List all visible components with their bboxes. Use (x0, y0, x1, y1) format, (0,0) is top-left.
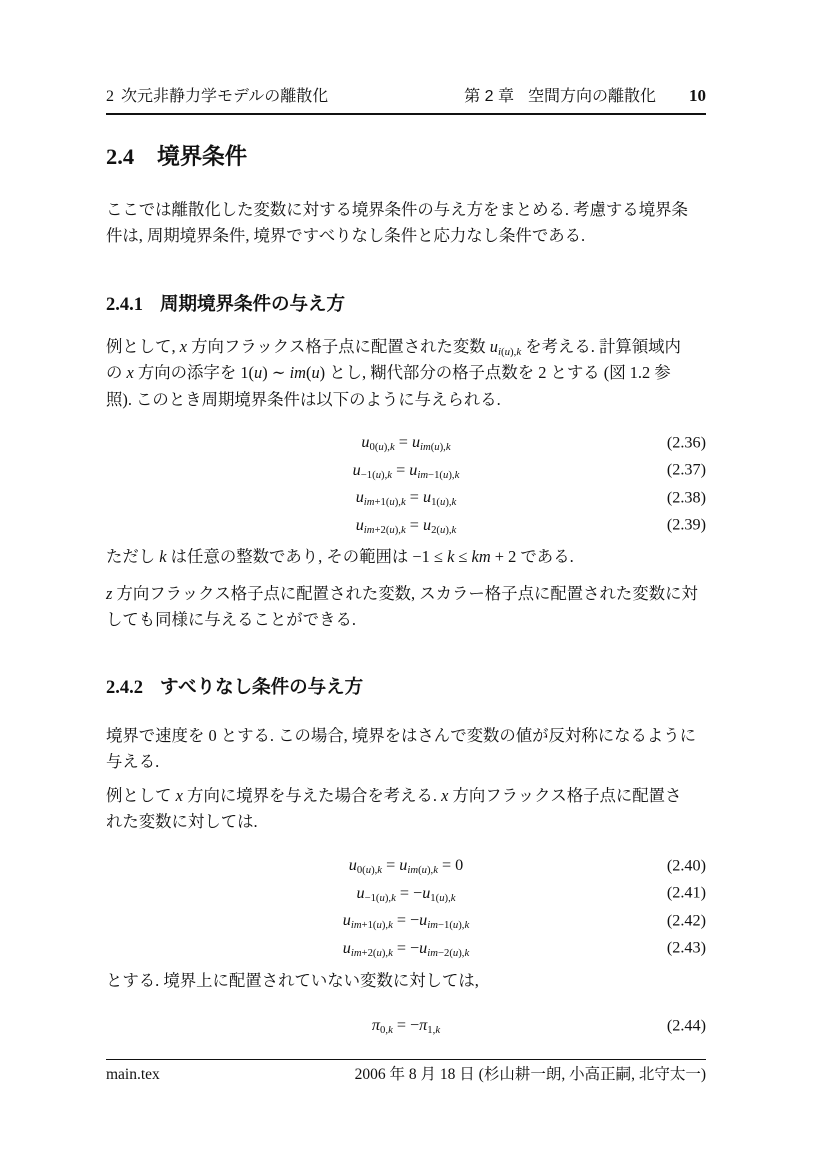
equation-group-pi (106, 1012, 706, 1040)
text-line: れた変数に対しては. (106, 812, 258, 832)
text-line: z 方向フラックス格子点に配置された変数, スカラー格子点に配置された変数に対 (106, 584, 698, 603)
between-note (106, 968, 706, 994)
text-line: 与える. (106, 752, 160, 772)
text-line: とする. 境界上に配置されていない変数に対しては, (106, 971, 479, 990)
text-line: 境界で速度を 0 とする. この場合, 境界をはさんで変数の値が反対称になるように (106, 726, 697, 745)
text-line: ここでは離散化した変数に対する境界条件の与え方をまとめる. 考慮する境界条 (106, 200, 688, 219)
equation-number: (2.37) (666, 460, 706, 479)
page-header (106, 87, 706, 105)
equation-body: $u_{0(u),k} = u_{im(u),k}$ (361, 433, 451, 454)
subsection-title: 周期境界条件の与え方 (160, 293, 346, 314)
equation-body: $u_{im+2(u),k} = u_{2(u),k}$ (355, 515, 457, 536)
equation-body: $u_{im+1(u),k} = -u_{im-1(u),k}$ (342, 911, 470, 932)
text-line: の x 方向の添字を 1(u) ∼ im(u) とし, 糊代部分の格子点数を 2 とする (図 1.2 参 (106, 363, 671, 383)
equation-number: (2.42) (666, 911, 706, 930)
chapter-title: 空間方向の離散化 (527, 88, 656, 105)
subsection-number: 2.4.2 (106, 678, 143, 698)
text-line: 件は, 周期境界条件, 境界ですべりなし条件と応力なし条件である. (106, 226, 586, 246)
text-line: しても同様に与えることができる. (106, 610, 356, 630)
header-rule (106, 113, 706, 115)
equation-number: (2.41) (666, 883, 706, 902)
equation-2-42 (106, 907, 706, 935)
equation-2-43 (106, 935, 706, 963)
equation-number: (2.38) (666, 488, 706, 507)
equation-2-38 (106, 484, 706, 512)
page-number: 10 (689, 86, 706, 105)
running-head-right (464, 87, 706, 105)
section-number: 2.4 (106, 144, 135, 169)
running-head-left-number: 2 (106, 88, 114, 105)
noslip-example-paragraph (106, 783, 706, 836)
text-line: 例として, x 方向フラックス格子点に配置された変数 $u_{i(u),k}$ を考える. 計算領域内 (106, 337, 681, 358)
subsection-title: すべりなし条件の与え方 (160, 676, 364, 697)
running-head-left (106, 89, 328, 105)
equation-number: (2.43) (666, 938, 706, 957)
equation-number: (2.36) (666, 433, 706, 452)
subsection-heading-2-4-2 (106, 678, 706, 698)
running-head-left-title: 次元非静力学モデルの離散化 (121, 88, 329, 105)
section-heading-2-4 (106, 146, 706, 169)
equation-body: $\pi_{0,k} = -\pi_{1,k}$ (371, 1016, 441, 1037)
equation-2-39 (106, 512, 706, 540)
footer-rule (106, 1059, 706, 1060)
scalar-note-paragraph (106, 581, 706, 634)
text-line: 照). このとき周期境界条件は以下のように与えられる. (106, 389, 501, 409)
chapter-label: 第 2 章 (464, 88, 514, 105)
equation-number: (2.44) (666, 1016, 706, 1035)
equation-number: (2.39) (666, 515, 706, 534)
equation-2-37 (106, 457, 706, 485)
equation-2-36 (106, 429, 706, 457)
subsection-number: 2.4.1 (106, 295, 143, 315)
periodic-paragraph (106, 334, 706, 413)
footer-date-authors: 2006 年 8 月 18 日 (杉山耕一朗, 小高正嗣, 北守太一) (354, 1066, 706, 1083)
equation-body: $u_{-1(u),k} = u_{im-1(u),k}$ (352, 460, 460, 481)
equation-number: (2.40) (666, 856, 706, 875)
range-note (106, 544, 706, 570)
equation-2-44 (106, 1012, 706, 1040)
page-footer (106, 1066, 706, 1085)
text-line: ただし k は任意の整数であり, その範囲は −1 ≤ k ≤ km + 2 である. (106, 547, 574, 566)
equation-group-noslip (106, 852, 706, 962)
intro-paragraph (106, 197, 706, 250)
equation-group-periodic (106, 429, 706, 539)
section-title: 境界条件 (157, 144, 248, 169)
equation-body: $u_{-1(u),k} = -u_{1(u),k}$ (356, 883, 456, 904)
subsection-heading-2-4-1 (106, 295, 706, 315)
equation-body: $u_{im+2(u),k} = -u_{im-2(u),k}$ (342, 938, 470, 959)
equation-2-41 (106, 880, 706, 908)
footer-filename: main.tex (106, 1066, 160, 1083)
equation-body: $u_{0(u),k} = u_{im(u),k} = 0$ (348, 856, 464, 877)
equation-body: $u_{im+1(u),k} = u_{1(u),k}$ (355, 488, 457, 509)
noslip-paragraph (106, 723, 706, 776)
text-line: 例として x 方向に境界を与えた場合を考える. x 方向フラックス格子点に配置さ (106, 786, 682, 805)
equation-2-40 (106, 852, 706, 880)
